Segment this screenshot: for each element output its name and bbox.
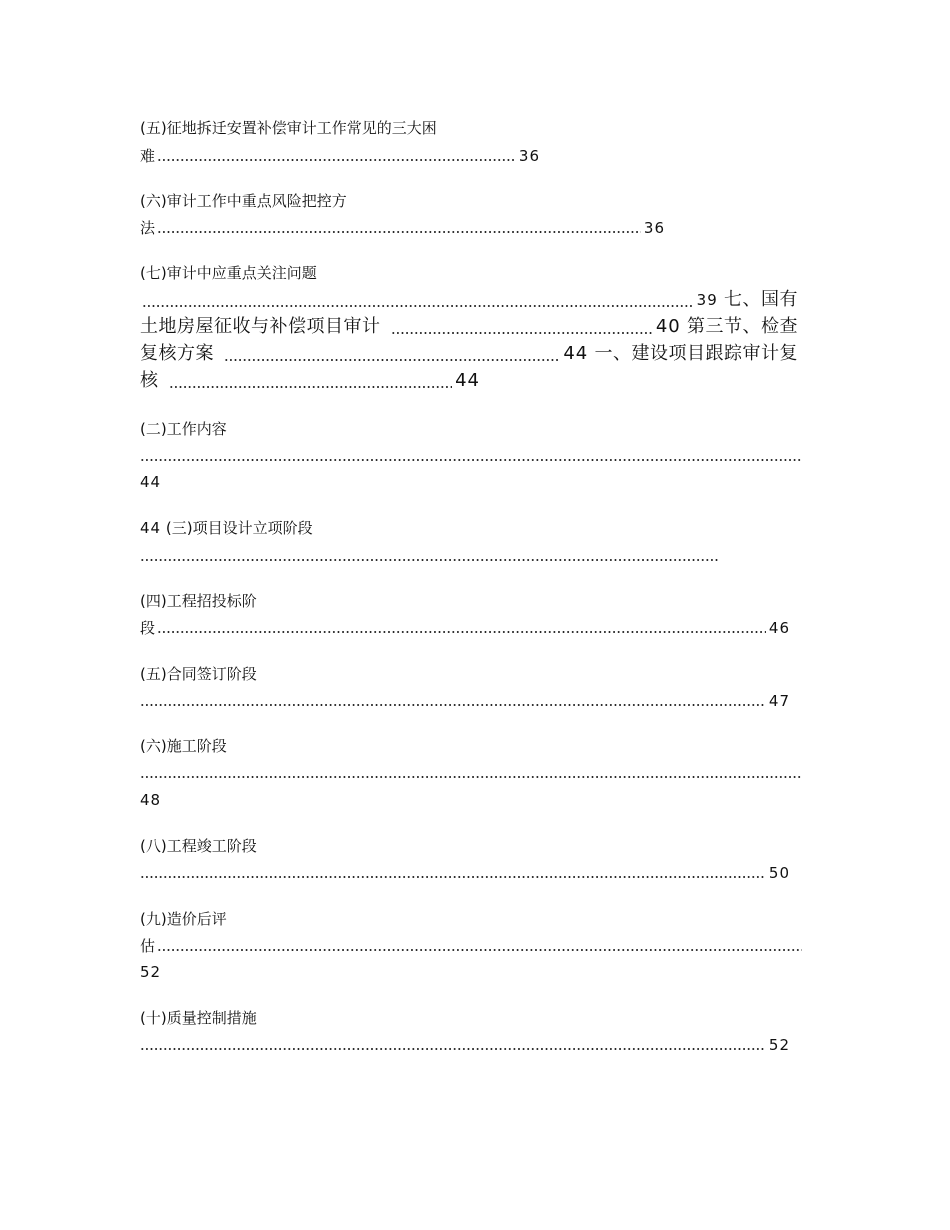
- toc-entry-leader-row: [140, 146, 540, 166]
- dot-leader: [169, 385, 453, 389]
- toc-entry-page-row: [140, 962, 161, 982]
- dot-leader: [140, 703, 766, 707]
- toc-entry-title: [140, 263, 317, 283]
- entry-title: (九)造价后评: [140, 910, 227, 928]
- toc-entry-title: [140, 591, 257, 611]
- entry-title: 七、国有: [724, 289, 798, 310]
- dot-leader: [157, 630, 766, 634]
- entry-title: (十)质量控制措施: [140, 1009, 257, 1027]
- entry-title-cont: 估: [140, 937, 156, 955]
- toc-entry-title: [140, 118, 437, 138]
- toc-merged-row: [140, 288, 798, 312]
- toc-entry-page-row: [140, 472, 161, 492]
- entry-title: 一、建设项目跟踪审计复: [594, 343, 798, 364]
- toc-entry-leader-row: [140, 446, 802, 466]
- dot-leader: [140, 875, 766, 879]
- page-number: 44: [140, 473, 162, 491]
- entry-title: 复核方案: [140, 343, 214, 364]
- entry-title-cont: 难: [140, 147, 156, 165]
- page-number: 44: [140, 519, 162, 537]
- toc-entry-title: [140, 736, 227, 756]
- page-number: 40: [655, 316, 681, 337]
- entry-title-cont: 段: [140, 619, 156, 637]
- toc-entry-leader-row: [140, 763, 802, 783]
- page-number: 46: [768, 619, 790, 637]
- toc-entry-leader-row: [140, 618, 790, 638]
- entry-title: (二)工作内容: [140, 420, 227, 438]
- toc-entry-leader-row: [140, 863, 790, 883]
- entry-title: (五)合同签订阶段: [140, 665, 257, 683]
- toc-entry-leader-row: [140, 1035, 790, 1055]
- toc-entry-title: [140, 836, 257, 856]
- entry-title-cont: 法: [140, 219, 156, 237]
- toc-entry-leader-row: [140, 218, 665, 238]
- page-number: 52: [768, 1036, 790, 1054]
- dot-leader: [157, 948, 802, 952]
- entry-title: (三)项目设计立项阶段: [165, 519, 313, 537]
- dot-leader: [140, 558, 720, 562]
- entry-title: (四)工程招投标阶: [140, 592, 257, 610]
- page-number: 47: [768, 692, 790, 710]
- page-number: 52: [140, 963, 162, 981]
- entry-title: (七)审计中应重点关注问题: [140, 264, 317, 282]
- entry-title: (八)工程竣工阶段: [140, 837, 257, 855]
- toc-entry-title: [140, 664, 257, 684]
- dot-leader: [140, 775, 802, 779]
- toc-merged-row: [140, 342, 798, 366]
- dot-leader: [391, 331, 653, 335]
- toc-merged-row: [140, 369, 480, 393]
- entry-title: (六)施工阶段: [140, 737, 227, 755]
- page-number: 36: [518, 147, 540, 165]
- toc-entry-title: [140, 1008, 257, 1028]
- dot-leader: [140, 458, 802, 462]
- dot-leader: [224, 358, 560, 362]
- toc-entry-title: [140, 518, 313, 538]
- dot-leader: [157, 158, 516, 162]
- toc-entry-leader-row: [140, 546, 720, 566]
- page-number: 44: [563, 343, 589, 364]
- entry-title: 第三节、检查: [687, 316, 798, 337]
- dot-leader: [157, 230, 641, 234]
- toc-entry-title: [140, 191, 347, 211]
- page-number: 50: [768, 864, 790, 882]
- toc-entry-page-row: [140, 790, 161, 810]
- dot-leader: [140, 1047, 766, 1051]
- entry-title: 核: [140, 370, 159, 391]
- toc-entry-title: [140, 909, 227, 929]
- toc-entry-title: [140, 419, 227, 439]
- toc-entry-leader-row: [140, 936, 802, 956]
- toc-merged-row: [140, 315, 798, 339]
- page-number: 48: [140, 791, 162, 809]
- entry-title: 土地房屋征收与补偿项目审计: [140, 316, 381, 337]
- dot-leader: [142, 304, 694, 308]
- page-number: 44: [455, 370, 480, 391]
- toc-entry-leader-row: [140, 691, 790, 711]
- entry-title: (五)征地拆迁安置补偿审计工作常见的三大困: [140, 119, 437, 137]
- page-number: 36: [643, 219, 665, 237]
- entry-title: (六)审计工作中重点风险把控方: [140, 192, 347, 210]
- page-number: 39: [696, 291, 718, 309]
